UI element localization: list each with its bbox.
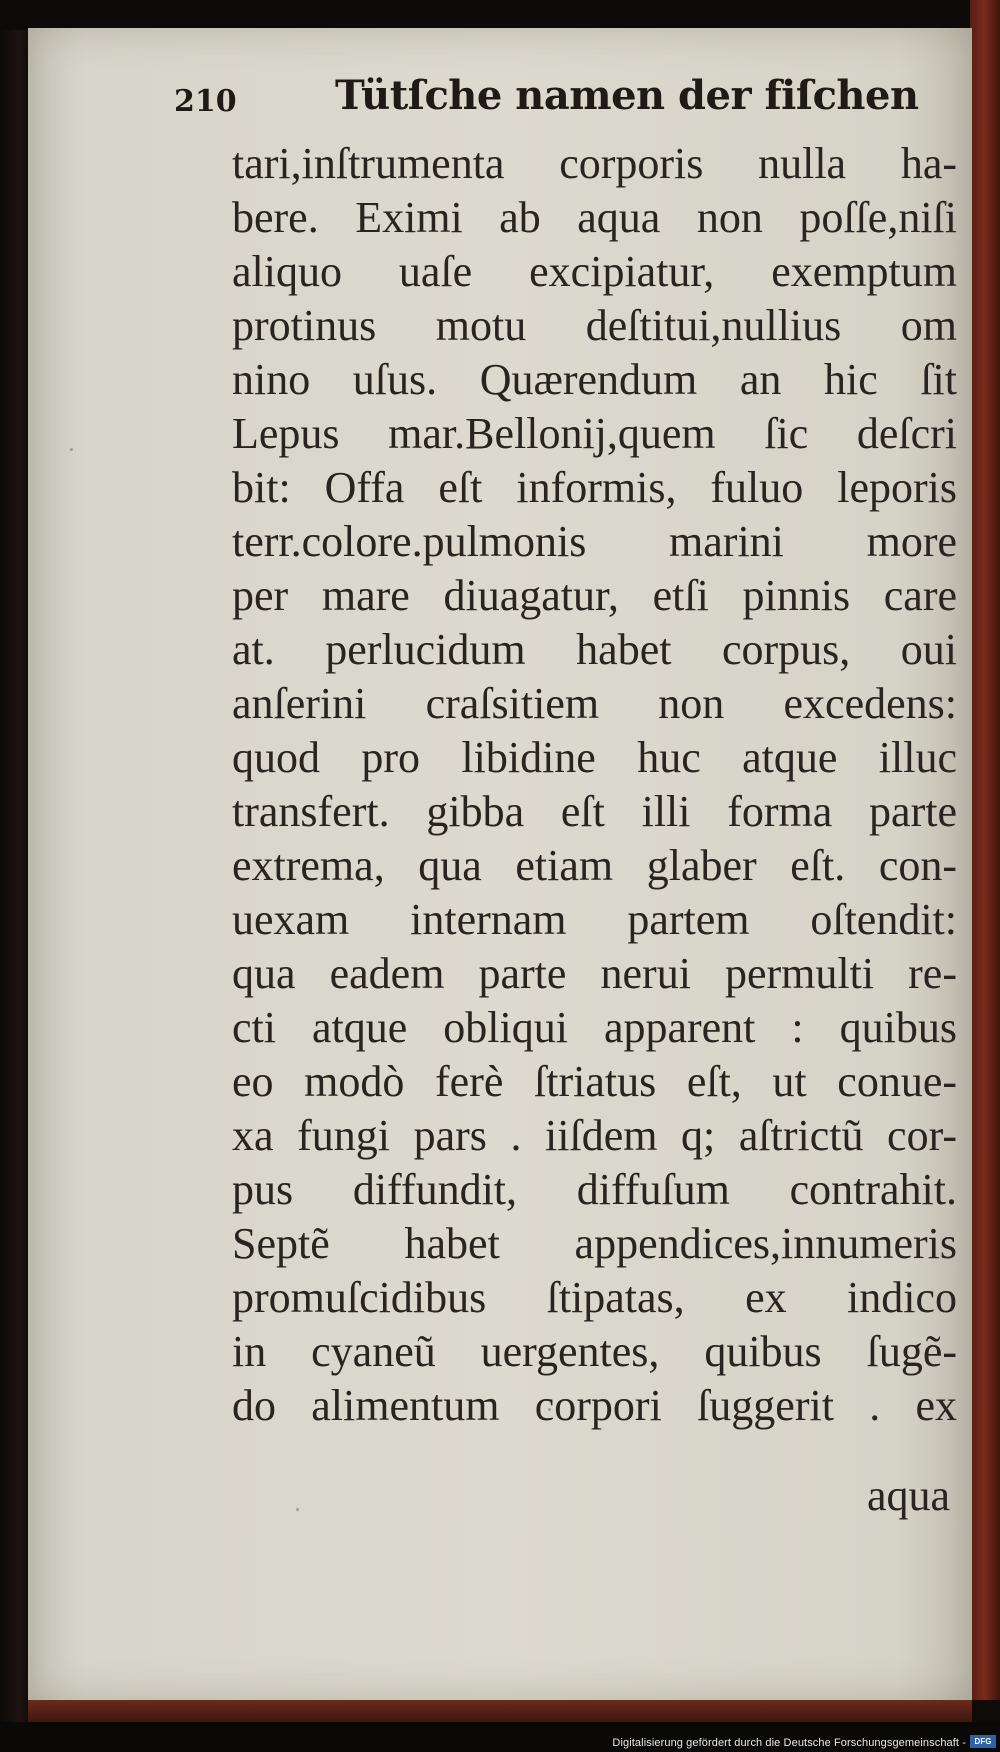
text-line: cti atque obliqui apparent : quibus xyxy=(232,1003,957,1052)
body-text xyxy=(232,137,957,1433)
text-line: at. perlucidum habet corpus, oui xyxy=(232,625,957,674)
text-line: aliquo uaſe excipiatur, exemptum xyxy=(232,247,957,296)
running-head: Tütſche namen der fiſchen xyxy=(335,72,919,119)
text-line: protinus motu deſtitui,nullius om xyxy=(232,301,957,350)
book-cover-bottom-edge xyxy=(28,1700,972,1722)
text-line: Lepus mar.Bellonij,quem ſic deſcri xyxy=(232,409,957,458)
text-line: pus diffundit, diffuſum contrahit. xyxy=(232,1165,957,1214)
text-line: uexam internam partem oſtendit: xyxy=(232,895,957,944)
text-line: qua eadem parte nerui permulti re- xyxy=(232,949,957,998)
page-header xyxy=(170,70,950,130)
catchword: aqua xyxy=(866,1471,950,1520)
text-line: anſerini craſsitiem non excedens: xyxy=(232,679,957,728)
text-line: nino uſus. Quærendum an hic ſit xyxy=(232,355,957,404)
paper-speck xyxy=(296,1508,299,1511)
text-line: terr.colore.pulmonis marini more xyxy=(232,517,957,566)
text-line: tari,inſtrumenta corporis nulla ha- xyxy=(232,139,957,188)
text-line: bere. Eximi ab aqua non poſſe,niſi xyxy=(232,193,957,242)
page-number: 210 xyxy=(174,84,237,119)
text-line: extrema, qua etiam glaber eſt. con- xyxy=(232,841,957,890)
text-line: in cyaneũ uergentes, quibus ſugẽ- xyxy=(232,1327,957,1376)
text-line: bit: Offa eſt informis, fuluo leporis xyxy=(232,463,957,512)
text-line: promuſcidibus ſtipatas, ex indico xyxy=(232,1273,957,1322)
digitization-credit: Digitalisierung gefördert durch die Deutsche Forschungsgemeinschaft - xyxy=(612,1737,966,1749)
text-line: per mare diuagatur, etſi pinnis care xyxy=(232,571,957,620)
dfg-logo-icon: DFG xyxy=(970,1735,996,1748)
text-line: Septẽ habet appendices,innumeris xyxy=(232,1219,957,1268)
text-line: eo modò ferè ſtriatus eſt, ut conue- xyxy=(232,1057,957,1106)
book-cover-edge xyxy=(970,0,1000,1700)
text-line: quod pro libidine huc atque illuc xyxy=(232,733,957,782)
text-line: do alimentum corpori ſuggerit . ex xyxy=(232,1381,957,1430)
paper-speck xyxy=(70,448,73,451)
text-line: xa fungi pars . iiſdem q; aſtrictũ cor- xyxy=(232,1111,957,1160)
scan-top-edge xyxy=(0,0,1000,30)
text-line: transfert. gibba eſt illi forma parte xyxy=(232,787,957,836)
